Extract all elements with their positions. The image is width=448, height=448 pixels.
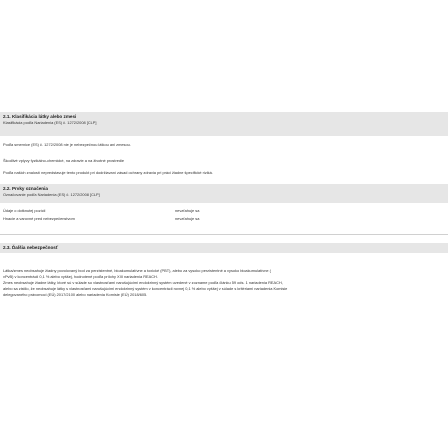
section-2-2-header: [0, 184, 448, 203]
section-2-3-title: 2.3. Ďalšia nebezpečnosť: [3, 245, 59, 250]
section-2-1-line-2: Škodlivé vplyvy fyzikálno-chemické, na zdravie a na životné prostredie: [3, 158, 125, 163]
paragraph-line: alebo sa zistilo, že neobsahuje látky s vlastnosťami narušujúcimi endokrinný systém v koncentrácii rovnej 0,1 % alebo vyššej v súlade s kritériami nariadenia Komisie: [3, 286, 288, 291]
section-2-3-paragraph: [3, 268, 445, 298]
paragraph-line: Zmes neobsahuje žiadne látky, ktoré sú v súlade so vlastnosťami narušujúcimi endokrinný systém uvedené v zozname podľa článku 59 ods. 1 nariadenia REACH,: [3, 280, 283, 285]
paragraph-line: vPvB) v koncentrácii 0,1 % alebo vyššej, hodnotené podľa prílohy XIII nariadenia REACH.: [3, 274, 158, 279]
section-2-1-line-1: Podľa smernice (ES) č. 1272/2008 nie je nebezpečnou látkou ani zmesou.: [3, 142, 131, 147]
section-2-3-header: [0, 243, 448, 253]
paragraph-line: delegovaného právomoci (EÚ) 2017/2100 alebo nariadenia Komisie (EÚ) 2018/605.: [3, 292, 148, 297]
section-2-2-row-2-label: Hnacie a varovné pred nebezpečenstvom: [3, 216, 75, 221]
section-2-2-row-1-value: nevzťahuje sa: [175, 208, 200, 213]
paragraph-line: Látka/zmes neobsahuje žiadny povolovaný bod za perzistentné, bioakumulatívne a toxické (PBT), alebo za vysoko perzistentné a vysoko bioakumulatívne (: [3, 268, 271, 273]
section-2-2-row-2-value: nevzťahuje sa: [175, 216, 200, 221]
section-2-1-title: 2.1. Klasifikácia látky alebo zmesi: [3, 114, 77, 119]
section-2-2-row-1-label: Údaje o dotknutej pozícii: [3, 208, 46, 213]
section-2-1-subtitle: Klasifikácia podľa Nariadenia (ES) č. 1272/2008 [CLP]: [3, 120, 97, 125]
section-2-2-title: 2.2. Prvky označenia: [3, 186, 48, 191]
section-2-1-line-3: Podľa našich znalostí nepredstavuje tento produkt pri dodržiavaní zásad ochrany zdravia pri práci žiadne špecifické riziká.: [3, 170, 213, 175]
section-2-1-header: [0, 112, 448, 136]
section-divider: [0, 234, 448, 235]
section-2-2-subtitle: Označovanie podľa Nariadenia (ES) č. 1272/2008 [CLP]: [3, 192, 100, 197]
